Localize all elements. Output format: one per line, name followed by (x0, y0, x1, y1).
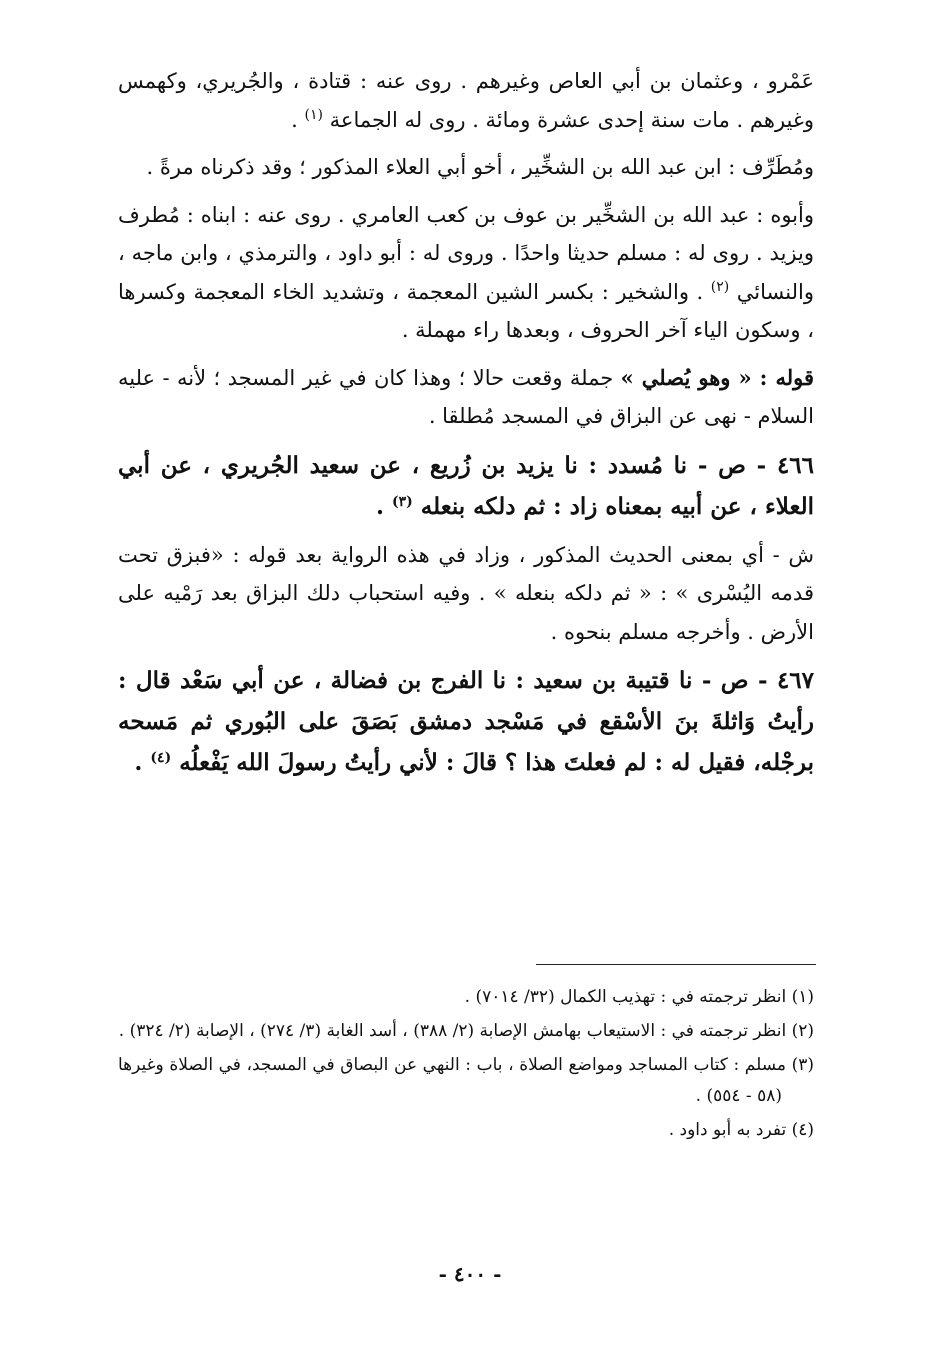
hadith-end: . (134, 749, 151, 776)
footnote-ref[interactable]: (٢) (710, 278, 730, 295)
paragraph-text: جملة وقعت حالا ؛ وهذا كان في غير المسجد ؛ لأنه - عليه السلام - نهى عن البزاق في المسجد مُطلقا . (118, 365, 814, 428)
footnote-ref[interactable]: (٤) (150, 750, 172, 766)
main-text (118, 62, 814, 792)
footnote-ref[interactable]: (٣) (391, 493, 413, 510)
footnote-1: (١) انظر ترجمته في : تهذيب الكمال (٣٢/ ٧٠١٤) . (464, 987, 814, 1007)
paragraph-commentary (118, 359, 814, 436)
footnote-4: (٤) تفرد به أبو داود . (668, 1120, 814, 1140)
paragraph-text: وأبوه : عبد الله بن الشخِّير بن عوف بن كعب العامري . روى عنه : ابناه : مُطرف ويزيد . روى له : مسلم حديثا واحدًا . وروى له : أبو داود ، والترمذي ، وابن ماجه ، والنسائي (118, 202, 814, 304)
hadith-end: . (375, 492, 392, 520)
paragraph-text: . والشخير : بكسر الشين المعجمة ، وتشديد الخاء المعجمة وكسرها ، وسكون الياء آخر الحروف ، وبعدها راء مهملة . (118, 279, 814, 342)
paragraph-explanation: ش - أي بمعنى الحديث المذكور ، وزاد في هذه الرواية بعد قوله : «فبزق تحت قدمه اليُسْرى » : « ثم دلكه بنعله » . وفيه استحباب دلك البزاق بعد رَمْيه على الأرض . وأخرجه مسلم بنحوه . (118, 542, 814, 644)
footnote-2: (٢) انظر ترجمته في : الاستيعاب بهامش الإصابة (٢/ ٣٨٨) ، أسد الغابة (٣/ ٢٧٤) ، الإصابة (٢/ ٣٢٤) . (118, 1021, 814, 1041)
paragraph-father (118, 196, 814, 350)
paragraph-mutarrif: ومُطَرِّف : ابن عبد الله بن الشخِّير ، أخو أبي العلاء المذكور ؛ وقد ذكرناه مرةً . (146, 155, 814, 179)
hadith-text: ٤٦٧ - ص - نا قتيبة بن سعيد : نا الفرج بن فضالة ، عن أبي سَعْد قال : رأيتُ وَاثلةَ بنَ الأسْقع في مَسْجد دمشق بَصَقَ على البُوري ثم مَسحه برجْله، فقيل له : لم فعلتَ هذا ؟ قالَ : لأني رأيتُ رسولَ الله يَفْعلُه (118, 667, 814, 776)
footnote-divider (536, 964, 816, 965)
paragraph-text: عَمْرو ، وعثمان بن أبي العاص وغيرهم . روى عنه : قتادة ، والجُريري، وكهمس وغيرهم . مات سنة إحدى عشرة ومائة . روى له الجماعة (118, 69, 814, 132)
quoted-phrase: قوله : « وهو يُصلي » (620, 364, 814, 390)
hadith-467 (118, 660, 814, 783)
paragraph-end: . (291, 107, 305, 132)
hadith-466 (118, 445, 814, 527)
hadith-text: ٤٦٦ - ص - نا مُسدد : نا يزيد بن زُريع ، عن سعيد الجُريري ، عن أبي العلاء ، عن أبيه بمعناه زاد : ثم دلكه بنعله (118, 451, 814, 520)
paragraph-narrators (118, 62, 814, 139)
footnote-ref[interactable]: (١) (304, 106, 323, 123)
footnote-3: (٣) مسلم : كتاب المساجد ومواضع الصلاة ، باب : النهي عن البصاق في المسجد، في الصلاة وغيرها (٥٨ - ٥٥٤) . (118, 1055, 814, 1106)
footnotes (118, 982, 814, 1149)
page-number: - ٤٠٠ - (438, 1262, 502, 1286)
